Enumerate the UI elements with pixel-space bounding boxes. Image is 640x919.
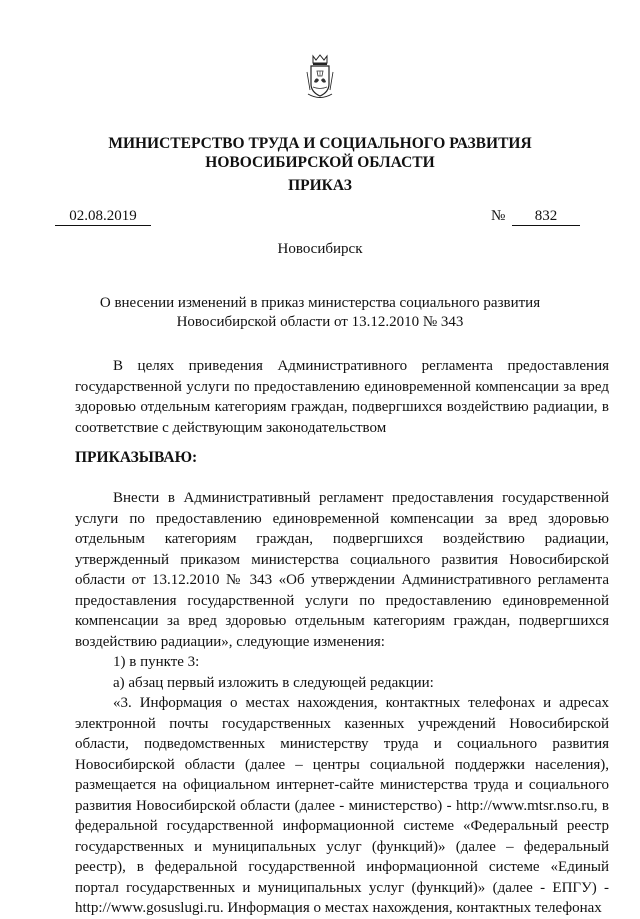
order-subject — [70, 294, 570, 332]
city-name: Новосибирск — [277, 241, 363, 257]
document-type: ПРИКАЗ — [288, 177, 352, 194]
body-paragraph: Внести в Административный регламент предоставления государственной услуги по предоставлению единовременной компенсации за вред здоровью отдельным категориям граждан, подвергшихся воздействию радиации, утвержденный приказом министерства социального развития Новосибирской области от 13.12.2010 № 343 «Об утверждении Административного регламента предоставления государственной услуги по предоставлению единовременной компенсации за вред здоровью отдельным категориям граждан, подвергшихся воздействию радиации», следующие изменения: — [75, 490, 609, 650]
order-date: 02.08.2019 — [55, 207, 151, 226]
order-body — [75, 488, 609, 919]
body-paragraph: 1) в пункте 3: — [113, 654, 200, 670]
order-directive: ПРИКАЗЫВАЮ: — [75, 449, 198, 466]
subject-line2: Новосибирской области от 13.12.2010 № 343 — [176, 314, 464, 330]
subject-line1: О внесении изменений в приказ министерства социального развития — [99, 295, 541, 311]
body-paragraph: а) абзац первый изложить в следующей редакции: — [113, 674, 434, 691]
ministry-name-line1: МИНИСТЕРСТВО ТРУДА И СОЦИАЛЬНОГО РАЗВИТИЯ — [108, 135, 532, 152]
number-sign: № — [491, 208, 506, 224]
preamble-paragraph: В целях приведения Административного регламента предоставления государственной услуги по предоставлению единовременной компенсации за вред здоровью отдельным категориям граждан, подвергшихся воздействию радиации, в соответствие с действующим законодательством — [75, 358, 609, 436]
coat-of-arms-icon — [302, 54, 338, 100]
ministry-name-line2: НОВОСИБИРСКОЙ ОБЛАСТИ — [205, 154, 435, 171]
body-paragraph: «3. Информация о местах нахождения, контактных телефонах и адресах электронной почты государственных казенных учреждений Новосибирской области, подведомственных министерству труда и социального развития Новосибирской области (далее – центры социальной поддержки населения), размещается на официальном интернет-сайте министерства труда и социального развития Новосибирской области (далее - министерство) - http://www.mtsr.nso.ru, в федеральной государственной информационной системе «Федеральный реестр государственных и муниципальных услуг (функций)» (далее – федеральный реестр), в федеральной государственной информационной системе «Единый портал государственных и муниципальных услуг (функций)» (далее - ЕПГУ) - http://www.gosuslugi.ru. Информация о местах нахождения, контактных телефонах — [75, 695, 609, 916]
order-number: 832 — [512, 207, 580, 226]
